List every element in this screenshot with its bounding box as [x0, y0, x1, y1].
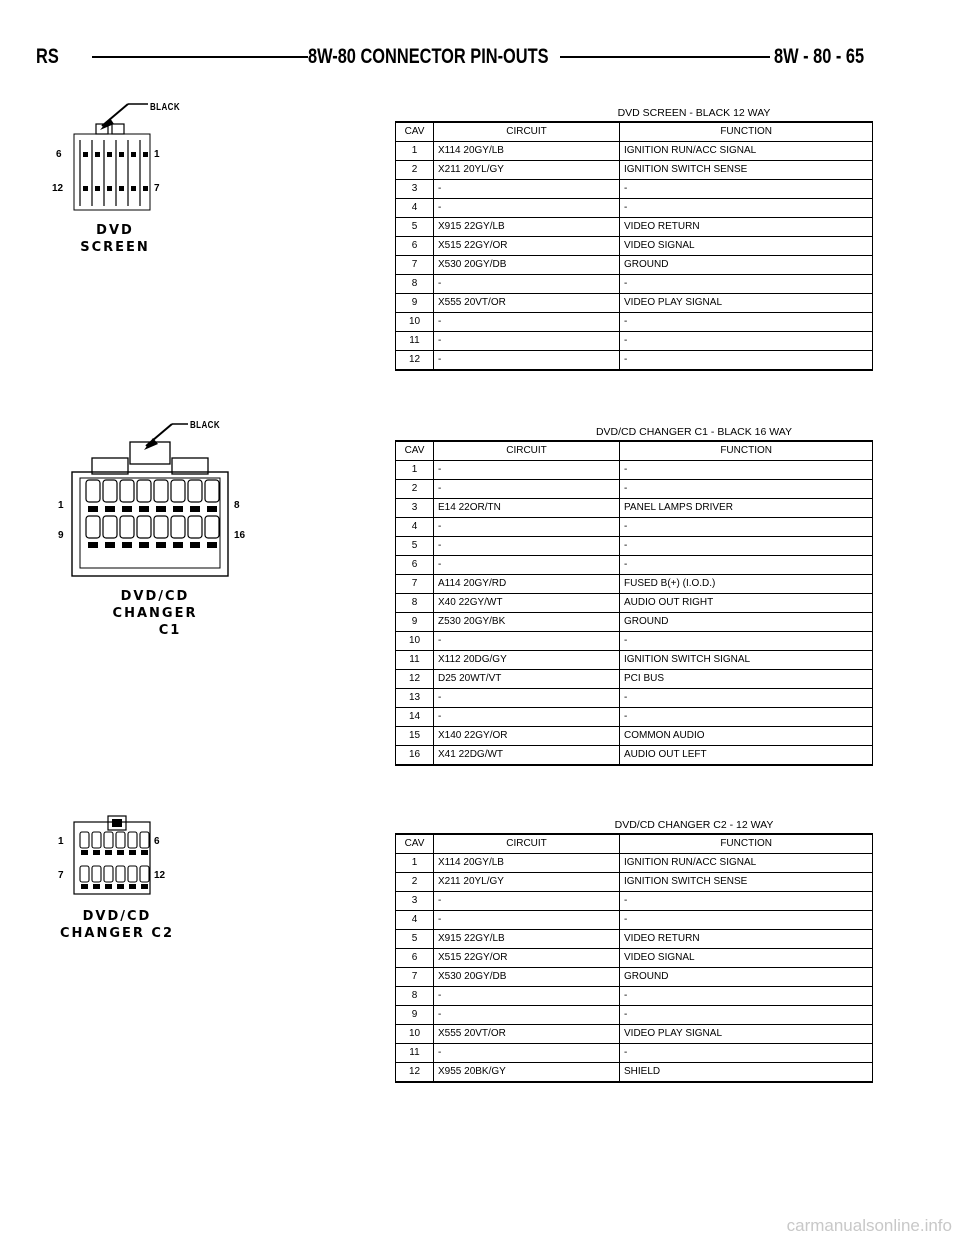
circuit-cell: -: [434, 313, 620, 332]
circuit-cell: X211 20YL/GY: [434, 873, 620, 892]
table-row: [396, 1063, 873, 1083]
table-title: DVD SCREEN - BLACK 12 WAY: [617, 107, 771, 119]
connector-label-line2: CHANGER C2: [59, 926, 175, 941]
cav-cell: 3: [396, 499, 434, 518]
circuit-cell: -: [434, 911, 620, 930]
dvd-cd-changer-c2-connector-diagram: [50, 808, 190, 948]
table-body: [396, 461, 873, 766]
table-row: [396, 275, 873, 294]
circuit-cell: -: [434, 556, 620, 575]
cav-cell: 8: [396, 987, 434, 1006]
circuit-cell: -: [434, 461, 620, 480]
function-cell: -: [620, 180, 873, 199]
header-page-number: 8W - 80 - 65: [774, 45, 865, 68]
function-cell: GROUND: [620, 968, 873, 987]
function-cell: IGNITION SWITCH SENSE: [620, 873, 873, 892]
pin-label-bottom-left: 9: [58, 530, 64, 541]
cav-cell: 6: [396, 949, 434, 968]
cav-cell: 8: [396, 275, 434, 294]
connector-label-line2: CHANGER: [112, 606, 198, 621]
circuit-cell: D25 20WT/VT: [434, 670, 620, 689]
table-row: [396, 351, 873, 371]
circuit-cell: X955 20BK/GY: [434, 1063, 620, 1083]
table-row: [396, 670, 873, 689]
header-function: FUNCTION: [620, 441, 873, 461]
table-row: [396, 689, 873, 708]
table-row: [396, 987, 873, 1006]
pin-label-top-right: 1: [154, 149, 160, 160]
table-title: DVD/CD CHANGER C1 - BLACK 16 WAY: [595, 426, 793, 438]
table-row: [396, 746, 873, 766]
connector-color-label: BLACK: [150, 102, 180, 113]
header-rule-right: [560, 56, 770, 58]
table-row: [396, 499, 873, 518]
circuit-cell: -: [434, 632, 620, 651]
cav-cell: 4: [396, 518, 434, 537]
cav-cell: 5: [396, 930, 434, 949]
table-row: [396, 594, 873, 613]
pin-label-bottom-right: 12: [154, 870, 166, 881]
cav-cell: 8: [396, 594, 434, 613]
circuit-cell: X515 22GY/OR: [434, 949, 620, 968]
circuit-cell: X915 22GY/LB: [434, 930, 620, 949]
function-cell: GROUND: [620, 613, 873, 632]
table-row: [396, 708, 873, 727]
header-circuit: CIRCUIT: [434, 441, 620, 461]
function-cell: IGNITION SWITCH SENSE: [620, 161, 873, 180]
function-cell: -: [620, 987, 873, 1006]
circuit-cell: A114 20GY/RD: [434, 575, 620, 594]
function-cell: VIDEO RETURN: [620, 930, 873, 949]
function-cell: -: [620, 461, 873, 480]
pin-label-top-left: 1: [58, 836, 64, 847]
function-cell: SHIELD: [620, 1063, 873, 1083]
table-row: [396, 892, 873, 911]
table-row: [396, 651, 873, 670]
circuit-cell: -: [434, 708, 620, 727]
function-cell: -: [620, 537, 873, 556]
header-function: FUNCTION: [620, 122, 873, 142]
table-row: [396, 480, 873, 499]
pin-label-bottom-left: 7: [58, 870, 64, 881]
function-cell: -: [620, 1006, 873, 1025]
table-row: [396, 256, 873, 275]
cav-cell: 7: [396, 968, 434, 987]
cav-cell: 6: [396, 556, 434, 575]
cav-cell: 1: [396, 854, 434, 873]
cav-cell: 11: [396, 332, 434, 351]
cav-cell: 7: [396, 575, 434, 594]
cav-cell: 13: [396, 689, 434, 708]
cav-cell: 11: [396, 1044, 434, 1063]
cav-cell: 9: [396, 1006, 434, 1025]
circuit-cell: X515 22GY/OR: [434, 237, 620, 256]
table-row: [396, 294, 873, 313]
pin-label-top-left: 6: [56, 149, 62, 160]
table-row: [396, 218, 873, 237]
cav-cell: 2: [396, 161, 434, 180]
table-row: [396, 180, 873, 199]
table-row: [396, 727, 873, 746]
circuit-cell: -: [434, 518, 620, 537]
pin-label-top-right: 8: [234, 500, 240, 511]
circuit-cell: -: [434, 1006, 620, 1025]
circuit-cell: X555 20VT/OR: [434, 294, 620, 313]
function-cell: -: [620, 313, 873, 332]
cav-cell: 5: [396, 537, 434, 556]
header-function: FUNCTION: [620, 834, 873, 854]
cav-cell: 6: [396, 237, 434, 256]
header-rule-left: [92, 56, 308, 58]
connector-label: [70, 222, 160, 256]
function-cell: -: [620, 518, 873, 537]
cav-cell: 1: [396, 142, 434, 161]
table-row: [396, 854, 873, 873]
table-row: [396, 1025, 873, 1044]
dvd-cd-changer-c1-connector-diagram: [50, 418, 250, 658]
table-header-row: [396, 441, 873, 461]
table-row: [396, 461, 873, 480]
dvd-screen-connector-diagram: [50, 96, 200, 266]
cav-cell: 15: [396, 727, 434, 746]
pin-label-top-left: 1: [58, 500, 64, 511]
circuit-cell: -: [434, 537, 620, 556]
function-cell: GROUND: [620, 256, 873, 275]
table-body: [396, 854, 873, 1083]
circuit-cell: X40 22GY/WT: [434, 594, 620, 613]
table-row: [396, 911, 873, 930]
circuit-cell: X530 20GY/DB: [434, 968, 620, 987]
cav-cell: 10: [396, 313, 434, 332]
cav-cell: 10: [396, 632, 434, 651]
header-cav: CAV: [396, 122, 434, 142]
connector-label-line3: C1: [158, 623, 182, 638]
function-cell: -: [620, 708, 873, 727]
table-header-row: [396, 834, 873, 854]
function-cell: AUDIO OUT LEFT: [620, 746, 873, 766]
table-row: [396, 161, 873, 180]
table-row: [396, 968, 873, 987]
table-row: [396, 873, 873, 892]
circuit-cell: X112 20DG/GY: [434, 651, 620, 670]
connector-label-line2: SCREEN: [80, 240, 150, 255]
circuit-cell: -: [434, 351, 620, 371]
table-row: [396, 199, 873, 218]
circuit-cell: X140 22GY/OR: [434, 727, 620, 746]
circuit-cell: X114 20GY/LB: [434, 142, 620, 161]
header-left: RS: [36, 45, 59, 68]
function-cell: -: [620, 351, 873, 371]
function-cell: IGNITION SWITCH SIGNAL: [620, 651, 873, 670]
cav-cell: 1: [396, 461, 434, 480]
table-row: [396, 1006, 873, 1025]
header-cav: CAV: [396, 441, 434, 461]
circuit-cell: X915 22GY/LB: [434, 218, 620, 237]
circuit-cell: -: [434, 275, 620, 294]
table-row: [396, 1044, 873, 1063]
function-cell: VIDEO SIGNAL: [620, 949, 873, 968]
function-cell: -: [620, 332, 873, 351]
circuit-cell: X555 20VT/OR: [434, 1025, 620, 1044]
table-row: [396, 930, 873, 949]
circuit-cell: -: [434, 689, 620, 708]
header-title: 8W-80 CONNECTOR PIN-OUTS: [308, 45, 549, 68]
table-row: [396, 632, 873, 651]
table-title: DVD/CD CHANGER C2 - 12 WAY: [614, 819, 774, 831]
dvd-cd-changer-c1-pinout-table: [395, 425, 873, 766]
cav-cell: 7: [396, 256, 434, 275]
pin-label-bottom-right: 7: [154, 183, 160, 194]
header-circuit: CIRCUIT: [434, 122, 620, 142]
cav-cell: 16: [396, 746, 434, 766]
function-cell: -: [620, 480, 873, 499]
function-cell: VIDEO PLAY SIGNAL: [620, 1025, 873, 1044]
table-body: [396, 142, 873, 371]
header-cav: CAV: [396, 834, 434, 854]
circuit-cell: -: [434, 180, 620, 199]
pin-label-top-right: 6: [154, 836, 160, 847]
table-row: [396, 537, 873, 556]
cav-cell: 3: [396, 180, 434, 199]
pin-label-bottom-left: 12: [52, 183, 64, 194]
connector-label-line1: DVD/CD: [120, 589, 190, 604]
function-cell: -: [620, 556, 873, 575]
circuit-cell: X530 20GY/DB: [434, 256, 620, 275]
cav-cell: 3: [396, 892, 434, 911]
cav-cell: 4: [396, 199, 434, 218]
header-circuit: CIRCUIT: [434, 834, 620, 854]
cav-cell: 12: [396, 670, 434, 689]
circuit-cell: -: [434, 892, 620, 911]
cav-cell: 12: [396, 1063, 434, 1083]
cav-cell: 11: [396, 651, 434, 670]
circuit-cell: X41 22DG/WT: [434, 746, 620, 766]
table-row: [396, 237, 873, 256]
connector-label-line1: DVD: [96, 223, 134, 238]
circuit-cell: -: [434, 987, 620, 1006]
function-cell: FUSED B(+) (I.O.D.): [620, 575, 873, 594]
function-cell: VIDEO RETURN: [620, 218, 873, 237]
function-cell: VIDEO SIGNAL: [620, 237, 873, 256]
function-cell: COMMON AUDIO: [620, 727, 873, 746]
function-cell: IGNITION RUN/ACC SIGNAL: [620, 142, 873, 161]
cav-cell: 2: [396, 480, 434, 499]
table-row: [396, 142, 873, 161]
cav-cell: 12: [396, 351, 434, 371]
function-cell: AUDIO OUT RIGHT: [620, 594, 873, 613]
table-row: [396, 556, 873, 575]
circuit-cell: Z530 20GY/BK: [434, 613, 620, 632]
cav-cell: 4: [396, 911, 434, 930]
dvd-screen-pinout-table: [395, 106, 873, 371]
circuit-cell: -: [434, 199, 620, 218]
connector-color-label: BLACK: [190, 420, 220, 431]
circuit-cell: -: [434, 1044, 620, 1063]
function-cell: -: [620, 632, 873, 651]
function-cell: PCI BUS: [620, 670, 873, 689]
page-header: [36, 42, 916, 72]
function-cell: IGNITION RUN/ACC SIGNAL: [620, 854, 873, 873]
connector-label: [58, 908, 176, 942]
circuit-cell: -: [434, 480, 620, 499]
function-cell: -: [620, 911, 873, 930]
function-cell: -: [620, 199, 873, 218]
connector-label: [90, 588, 220, 639]
connector-label-line1: DVD/CD: [82, 909, 152, 924]
function-cell: VIDEO PLAY SIGNAL: [620, 294, 873, 313]
function-cell: -: [620, 689, 873, 708]
function-cell: -: [620, 892, 873, 911]
cav-cell: 9: [396, 294, 434, 313]
function-cell: PANEL LAMPS DRIVER: [620, 499, 873, 518]
circuit-cell: E14 22OR/TN: [434, 499, 620, 518]
cav-cell: 9: [396, 613, 434, 632]
table-row: [396, 575, 873, 594]
circuit-cell: X211 20YL/GY: [434, 161, 620, 180]
cav-cell: 2: [396, 873, 434, 892]
table-row: [396, 613, 873, 632]
function-cell: -: [620, 275, 873, 294]
circuit-cell: X114 20GY/LB: [434, 854, 620, 873]
dvd-cd-changer-c2-pinout-table: [395, 818, 873, 1083]
table-header-row: [396, 122, 873, 142]
watermark: carmanualsonline.info: [786, 1216, 952, 1235]
circuit-cell: -: [434, 332, 620, 351]
cav-cell: 5: [396, 218, 434, 237]
table-row: [396, 949, 873, 968]
function-cell: -: [620, 1044, 873, 1063]
table-row: [396, 332, 873, 351]
pin-label-bottom-right: 16: [234, 530, 246, 541]
table-row: [396, 518, 873, 537]
cav-cell: 14: [396, 708, 434, 727]
cav-cell: 10: [396, 1025, 434, 1044]
table-row: [396, 313, 873, 332]
